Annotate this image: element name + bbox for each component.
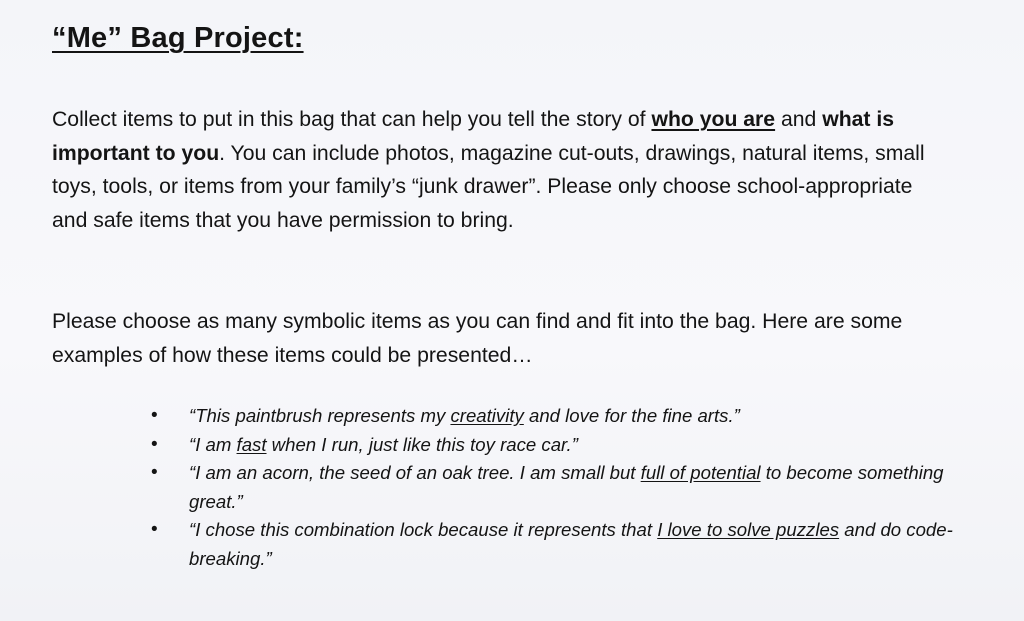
page-title: “Me” Bag Project: xyxy=(52,22,304,54)
example-text: “I am xyxy=(189,433,237,455)
example-underlined-text: creativity xyxy=(450,405,524,426)
example-underlined-text: fast xyxy=(236,433,267,455)
example-underlined-text: I love to solve puzzles xyxy=(657,519,840,541)
bullet-icon: • xyxy=(151,433,158,455)
list-item xyxy=(148,402,968,431)
example-text: and do code-breaking.” xyxy=(189,519,953,569)
list-item xyxy=(148,516,968,573)
example-underlined-text: full of potential xyxy=(640,462,761,484)
list-item xyxy=(148,459,968,516)
example-text: and love for the fine arts.” xyxy=(523,405,740,426)
intro-text-2: and xyxy=(775,108,823,131)
example-text: to become something great.” xyxy=(189,462,944,512)
intro-text-3: . You can include photos, magazine cut-outs, drawings, natural items, small toys, tools, or items from your family’s “junk drawer”. Please only choose school-appropriate and safe items that you have permission to bring. xyxy=(52,141,925,232)
instructions-paragraph: Please choose as many symbolic items as you can find and fit into the bag. Here are some examples of how these items could be presented… xyxy=(52,310,903,367)
bullet-icon: • xyxy=(151,462,158,484)
example-text: “I chose this combination lock because it represents that xyxy=(189,519,658,541)
intro-text-1: Collect items to put in this bag that can help you tell the story of xyxy=(52,108,652,131)
bullet-icon: • xyxy=(151,405,158,426)
bullet-icon: • xyxy=(151,519,158,541)
intro-paragraph xyxy=(52,103,952,237)
example-text: “This paintbrush represents my xyxy=(189,405,451,426)
emphasis-what-is-important: what is important to you xyxy=(52,108,895,165)
example-text: when I run, just like this toy race car.” xyxy=(266,433,578,455)
emphasis-who-you-are: who you are xyxy=(651,108,776,131)
list-item xyxy=(148,431,968,460)
example-text: “I am an acorn, the seed of an oak tree. I am small but xyxy=(189,462,641,484)
examples-list xyxy=(148,402,968,574)
